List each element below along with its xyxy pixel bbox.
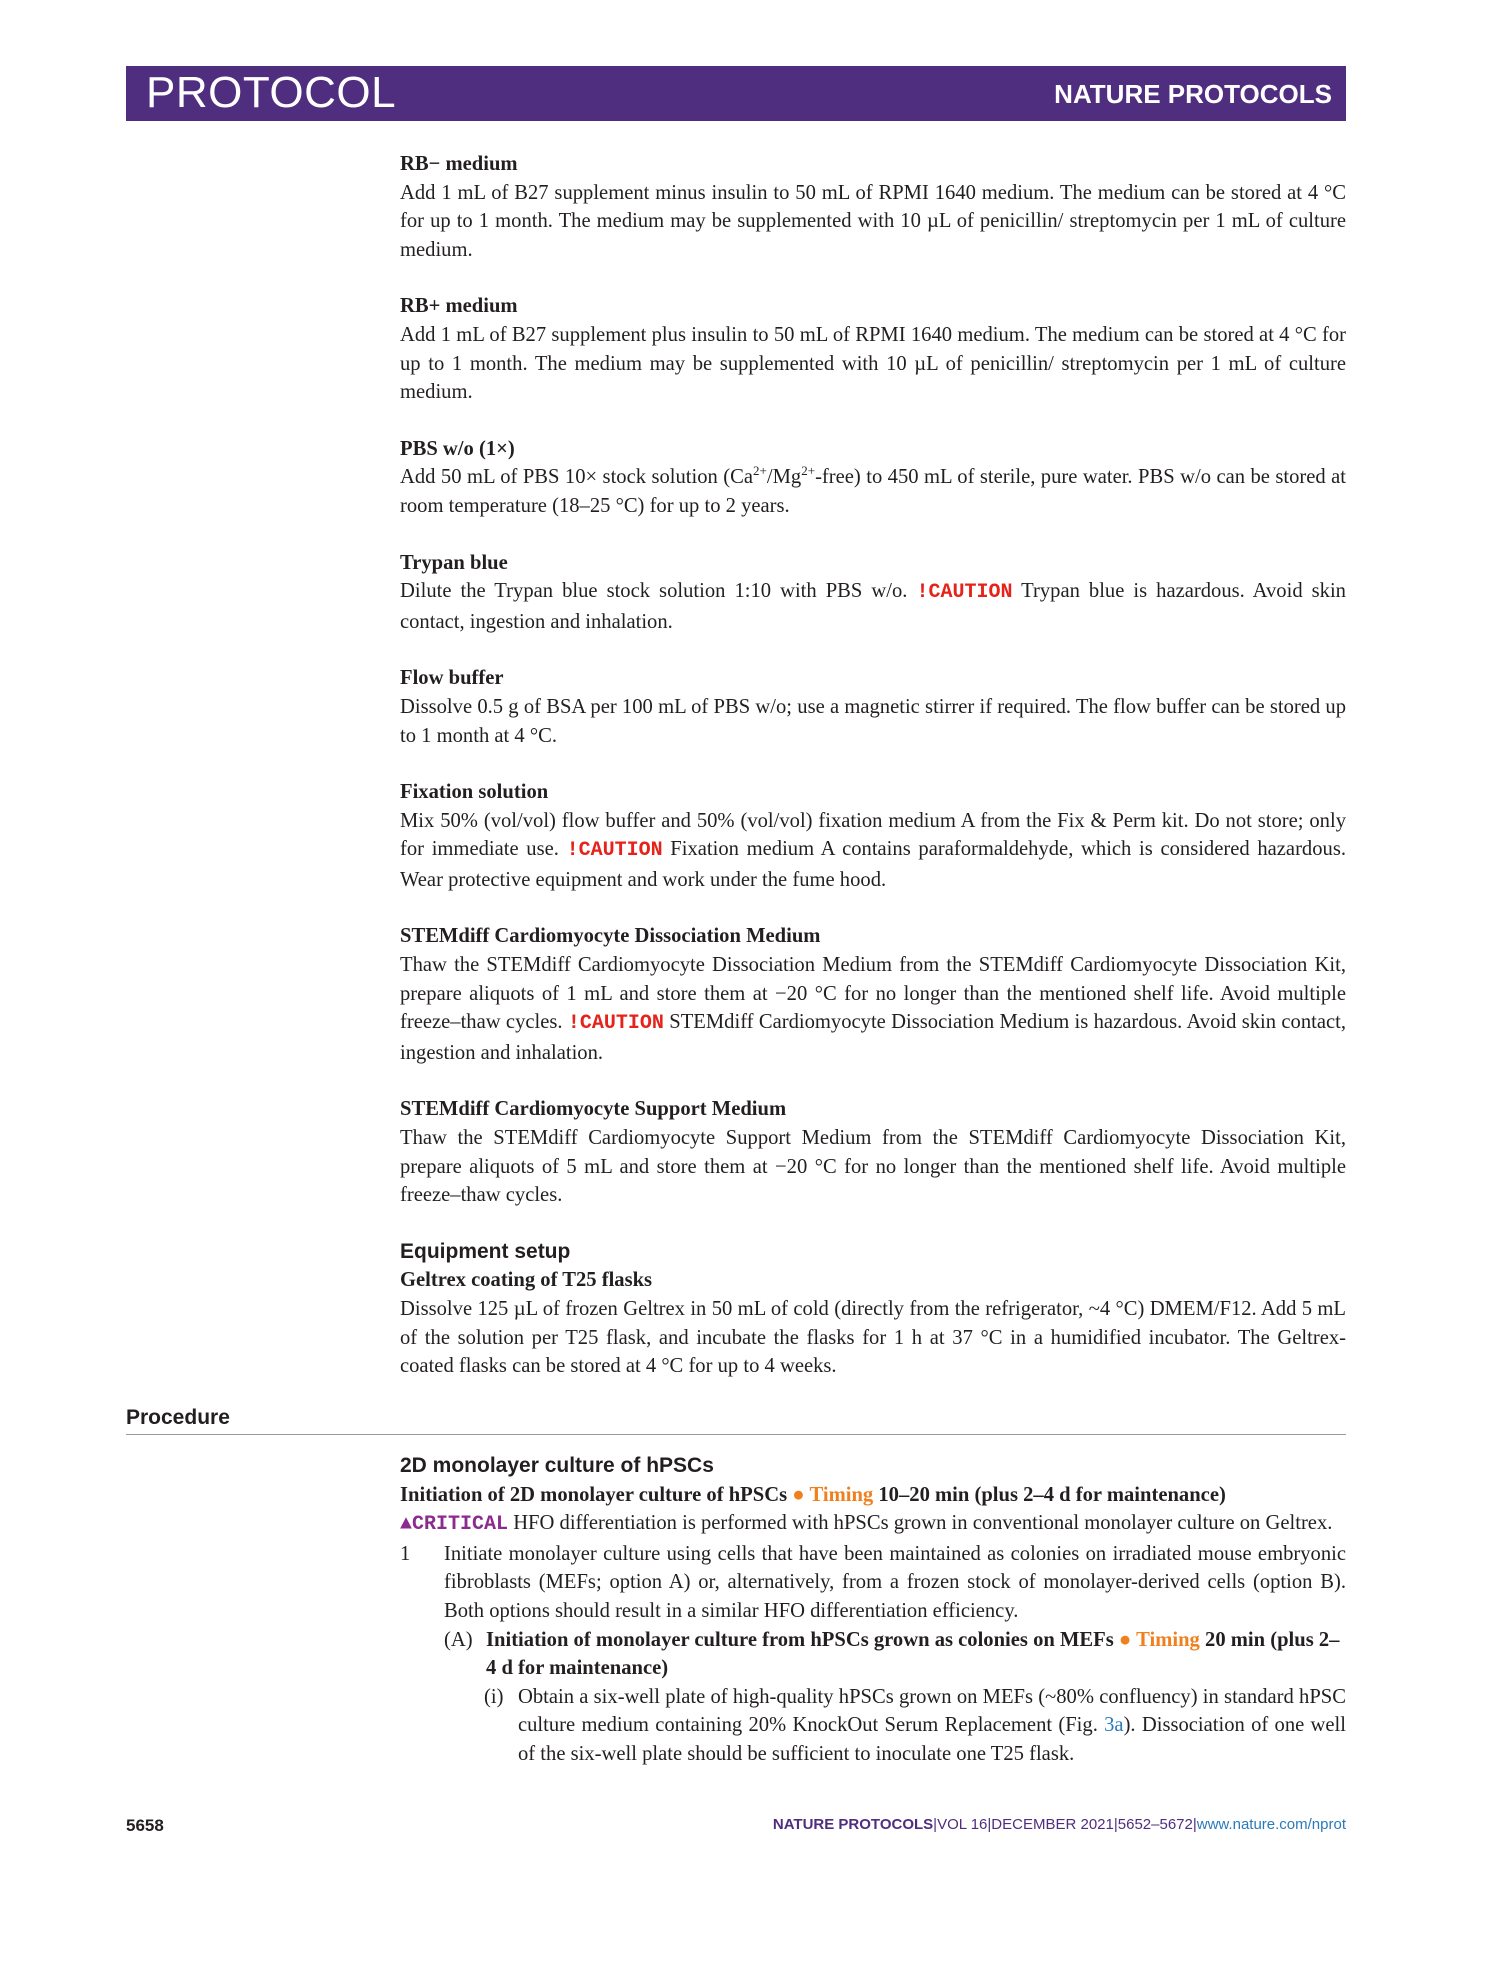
section-title: RB− medium: [400, 153, 518, 175]
figure-link[interactable]: 3a: [1104, 1714, 1124, 1737]
section-text: Thaw the STEMdiff Cardiomyocyte Support Medium from the STEMdiff Cardiomyocyte Dissociation Kit, prepare aliquots of 5 mL and store them at −20 °C for no longer than the mentioned shelf life. Avoid multiple freeze–thaw cycles.: [400, 1127, 1346, 1207]
section-equipment-setup: [400, 1238, 1346, 1381]
equipment-heading: Equipment setup: [400, 1239, 571, 1263]
step-number: 1: [400, 1542, 411, 1565]
section-title: Geltrex coating of T25 flasks: [400, 1269, 653, 1292]
section-text: Add 1 mL of B27 supplement minus insulin to 50 mL of RPMI 1640 medium. The medium can be stored at 4 °C for up to 1 month. The medium may be supplemented with 10 µL of penicillin/ streptomycin per 1 mL of culture medium.: [400, 181, 1346, 261]
critical-note: ▲CRITICAL HFO differentiation is performed with hPSCs grown in conventional monolayer culture on Geltrex.: [400, 1512, 1333, 1537]
caution-label: !CAUTION: [567, 1012, 664, 1036]
procedure-label: Procedure: [126, 1406, 230, 1429]
section-text: Dilute the Trypan blue stock solution 1:10 with PBS w/o. !CAUTION Trypan blue is hazardous. Avoid skin contact, ingestion and inhalation.: [400, 580, 1346, 633]
section-support-medium: [400, 1095, 1346, 1209]
header-protocol-label: PROTOCOL: [146, 68, 397, 117]
section-text: Thaw the STEMdiff Cardiomyocyte Dissociation Medium from the STEMdiff Cardiomyocyte Dissociation Kit, prepare aliquots of 1 mL and store them at −20 °C for no longer than the mentioned shelf life. Avoid multiple freeze–thaw cycles. !CAUTION STEMdiff Cardiomyocyte Dissociation Medium is hazardous. Avoid skin contact, ingestion and inhalation.: [400, 954, 1347, 1064]
reagent-setup-content: [400, 150, 1346, 1409]
timing-label: Timing: [809, 1483, 874, 1506]
procedure-heading: 2D monolayer culture of hPSCs: [400, 1454, 714, 1477]
substep-i: (i) Obtain a six-well plate of high-quality hPSCs grown on MEFs (~80% confluency) in standard hPSC culture medium containing 20% KnockOut Serum Replacement (Fig. 3a). Dissociation of one well of the six-well plate should be sufficient to inoculate one T25 flask.: [400, 1683, 1346, 1769]
step-1: [400, 1540, 1346, 1626]
caution-label: !CAUTION: [566, 839, 663, 863]
section-text: Dissolve 125 µL of frozen Geltrex in 50 mL of cold (directly from the refrigerator, ~4 °C) DMEM/F12. Add 5 mL of the solution per T25 flask, and incubate the flasks for 1 h at 37 °C in a humidified incubator. The Geltrex-coated flasks can be stored at 4 °C for up to 4 weeks.: [400, 1298, 1346, 1378]
section-text: Add 1 mL of B27 supplement plus insulin to 50 mL of RPMI 1640 medium. The medium can be stored at 4 °C for up to 1 month. The medium may be supplemented with 10 µL of penicillin/ streptomycin per 1 mL of culture medium.: [400, 323, 1346, 404]
timing-dot-icon: ●: [792, 1483, 805, 1506]
section-text: Mix 50% (vol/vol) flow buffer and 50% (vol/vol) fixation medium A from the Fix & Perm kit. Do not store; only for immediate use. !CAUTION Fixation medium A contains paraformaldehyde, which is considered hazardous. Wear protective equipment and work under the fume hood.: [400, 809, 1346, 891]
step-text: Initiate monolayer culture using cells that have been maintained as colonies on irradiated mouse embryonic fibroblasts (MEFs; option A) or, alternatively, from a frozen stock of monolayer-derived cells (option B). Both options should result in a similar HFO differentiation efficiency.: [444, 1542, 1346, 1622]
timing-dot-icon: ●: [1118, 1628, 1132, 1651]
section-title: Flow buffer: [400, 667, 504, 690]
substep-number: (i): [484, 1685, 504, 1708]
option-a: (A) Initiation of monolayer culture from hPSCs grown as colonies on MEFs ● Timing 20 min (plus 2–4 d for maintenance): [400, 1626, 1346, 1683]
section-rb-plus: [400, 292, 1346, 406]
section-dissociation-medium: [400, 922, 1346, 1067]
critical-label: ▲CRITICAL: [400, 1513, 509, 1537]
section-title: PBS w/o (1×): [400, 437, 515, 460]
section-title: STEMdiff Cardiomyocyte Dissociation Medium: [400, 925, 821, 948]
section-text: Add 50 mL of PBS 10× stock solution $(Ca^{2+}/Mg^{2+}-free)$ to 450 mL of sterile, pure water. PBS w/o can be stored at room temperature (18–25 °C) for up to 2 years.: [400, 463, 1346, 517]
caution-label: !CAUTION: [916, 581, 1013, 605]
option-number: (A): [444, 1628, 473, 1651]
section-title: Trypan blue: [400, 551, 508, 574]
section-flow-buffer: [400, 664, 1346, 750]
footer-citation: NATURE PROTOCOLS|VOL 16|DECEMBER 2021|5652–5672|www.nature.com/nprot: [772, 1816, 1346, 1833]
procedure-divider: [126, 1434, 1346, 1435]
section-rb-minus: [400, 150, 1346, 264]
page-header: [126, 66, 1346, 121]
section-title: Fixation solution: [400, 781, 549, 804]
section-text: Dissolve 0.5 g of BSA per 100 mL of PBS w/o; use a magnetic stirrer if required. The flow buffer can be stored up to 1 month at 4 °C.: [400, 695, 1346, 747]
header-journal-label: NATURE PROTOCOLS: [1054, 79, 1332, 109]
timing-label: Timing: [1136, 1628, 1200, 1651]
page-number: 5658: [126, 1816, 164, 1835]
section-fixation-solution: [400, 778, 1346, 894]
section-title: STEMdiff Cardiomyocyte Support Medium: [400, 1098, 787, 1121]
journal-url-link[interactable]: www.nature.com/nprot: [1196, 1816, 1346, 1833]
section-title: RB+ medium: [400, 295, 518, 318]
section-pbs: [400, 435, 1346, 521]
initiation-title: Initiation of 2D monolayer culture of hPSCs ● Timing 10–20 min (plus 2–4 d for maintenance): [400, 1483, 1226, 1506]
section-trypan-blue: [400, 549, 1346, 637]
procedure-content: [400, 1446, 1346, 1769]
